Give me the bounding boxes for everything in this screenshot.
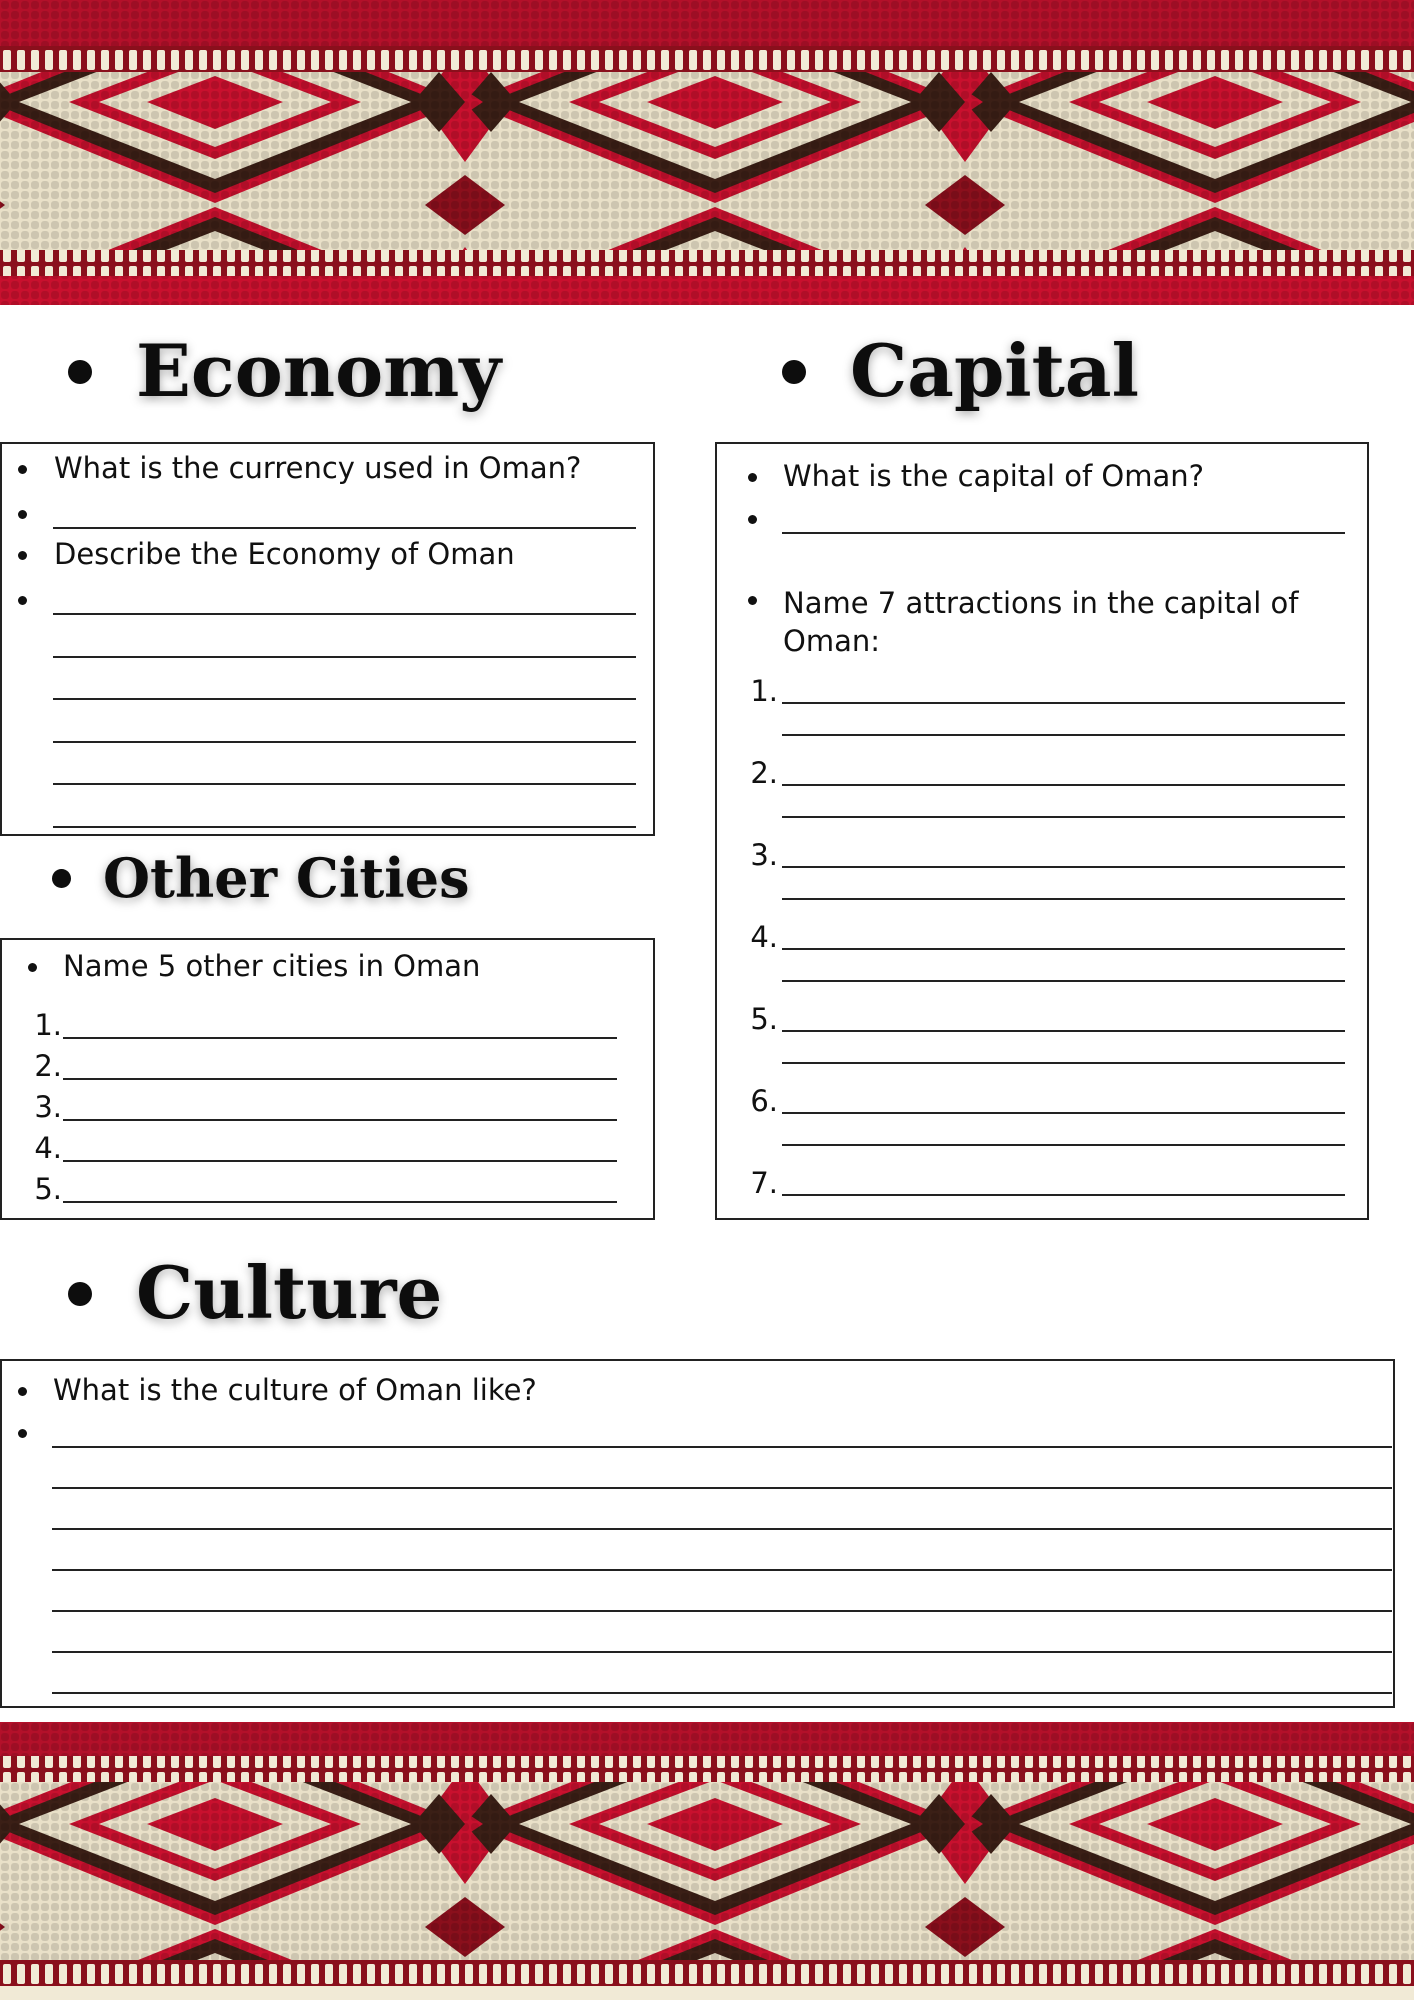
capital-box bbox=[715, 442, 1369, 1220]
attraction-number: 7. bbox=[750, 1166, 778, 1200]
city-answer-line[interactable] bbox=[63, 1037, 617, 1039]
bullet-icon bbox=[782, 360, 806, 384]
other-cities-heading bbox=[52, 846, 470, 910]
city-answer-line[interactable] bbox=[63, 1119, 617, 1121]
attraction-answer-line[interactable] bbox=[782, 784, 1345, 786]
culture-box bbox=[0, 1359, 1395, 1708]
attraction-answer-line[interactable] bbox=[782, 1030, 1345, 1032]
attraction-answer-line[interactable] bbox=[782, 1144, 1345, 1146]
culture-question bbox=[18, 1375, 537, 1405]
city-number: 4. bbox=[34, 1131, 62, 1165]
answer-line[interactable] bbox=[52, 1487, 1392, 1489]
city-answer-line[interactable] bbox=[63, 1078, 617, 1080]
city-number: 3. bbox=[34, 1090, 62, 1124]
culture-heading bbox=[68, 1250, 442, 1335]
capital-question-attractions bbox=[748, 584, 1343, 664]
answer-line[interactable] bbox=[52, 1610, 1392, 1612]
attraction-number: 1. bbox=[750, 674, 778, 708]
attraction-answer-line[interactable] bbox=[782, 948, 1345, 950]
bullet-icon bbox=[18, 1429, 27, 1438]
attraction-number: 2. bbox=[750, 756, 778, 790]
attraction-answer-line[interactable] bbox=[782, 1062, 1345, 1064]
attraction-number: 5. bbox=[750, 1002, 778, 1036]
attraction-answer-line[interactable] bbox=[782, 1112, 1345, 1114]
economy-heading bbox=[68, 328, 501, 413]
capital-heading bbox=[782, 328, 1139, 413]
other-cities-question bbox=[28, 951, 480, 981]
attraction-number: 4. bbox=[750, 920, 778, 954]
economy-question-currency-text: What is the currency used in Oman? bbox=[54, 451, 582, 485]
bullet-icon bbox=[52, 869, 71, 888]
attraction-answer-line[interactable] bbox=[782, 866, 1345, 868]
attraction-answer-line[interactable] bbox=[782, 980, 1345, 982]
answer-line[interactable] bbox=[53, 826, 636, 828]
attraction-answer-line[interactable] bbox=[782, 734, 1345, 736]
other-cities-heading-text: Other Cities bbox=[103, 846, 470, 910]
capital-question-capital-text: What is the capital of Oman? bbox=[783, 459, 1204, 493]
answer-line[interactable] bbox=[52, 1528, 1392, 1530]
attraction-number: 6. bbox=[750, 1084, 778, 1118]
answer-line[interactable] bbox=[52, 1651, 1392, 1653]
answer-line[interactable] bbox=[52, 1569, 1392, 1571]
bullet-icon bbox=[18, 510, 27, 519]
attraction-answer-line[interactable] bbox=[782, 816, 1345, 818]
city-number: 5. bbox=[34, 1172, 62, 1206]
other-cities-question-text: Name 5 other cities in Oman bbox=[63, 949, 481, 983]
city-answer-line[interactable] bbox=[63, 1160, 617, 1162]
economy-heading-text: Economy bbox=[136, 328, 502, 413]
city-number: 2. bbox=[34, 1049, 62, 1083]
economy-box bbox=[0, 442, 655, 836]
bottom-woven-border bbox=[0, 1722, 1414, 2000]
bullet-icon bbox=[68, 1282, 92, 1306]
culture-question-text: What is the culture of Oman like? bbox=[53, 1373, 537, 1407]
city-answer-line[interactable] bbox=[63, 1201, 617, 1203]
attraction-answer-line[interactable] bbox=[782, 702, 1345, 704]
top-woven-border bbox=[0, 0, 1414, 305]
economy-question-describe bbox=[18, 539, 515, 569]
economy-question-describe-text: Describe the Economy of Oman bbox=[54, 537, 515, 571]
woven-pattern-top bbox=[0, 0, 1414, 305]
culture-heading-text: Culture bbox=[136, 1250, 443, 1335]
other-cities-box bbox=[0, 938, 655, 1220]
answer-line[interactable] bbox=[53, 613, 636, 615]
answer-line[interactable] bbox=[53, 783, 636, 785]
capital-question-capital bbox=[748, 461, 1204, 491]
attraction-number: 3. bbox=[750, 838, 778, 872]
bullet-icon bbox=[18, 596, 27, 605]
answer-line[interactable] bbox=[53, 527, 636, 529]
answer-line[interactable] bbox=[53, 656, 636, 658]
answer-line[interactable] bbox=[52, 1692, 1392, 1694]
capital-question-attractions-text: Name 7 attractions in the capital of Oman: bbox=[783, 586, 1299, 658]
bullet-icon bbox=[748, 515, 757, 524]
bullet-icon bbox=[68, 360, 92, 384]
woven-pattern-bottom bbox=[0, 1722, 1414, 2000]
city-number: 1. bbox=[34, 1008, 62, 1042]
answer-line[interactable] bbox=[53, 741, 636, 743]
answer-line[interactable] bbox=[53, 698, 636, 700]
capital-heading-text: Capital bbox=[850, 328, 1139, 413]
attraction-answer-line[interactable] bbox=[782, 898, 1345, 900]
answer-line[interactable] bbox=[782, 532, 1345, 534]
attraction-answer-line[interactable] bbox=[782, 1194, 1345, 1196]
answer-line[interactable] bbox=[52, 1446, 1392, 1448]
economy-question-currency bbox=[18, 453, 581, 483]
